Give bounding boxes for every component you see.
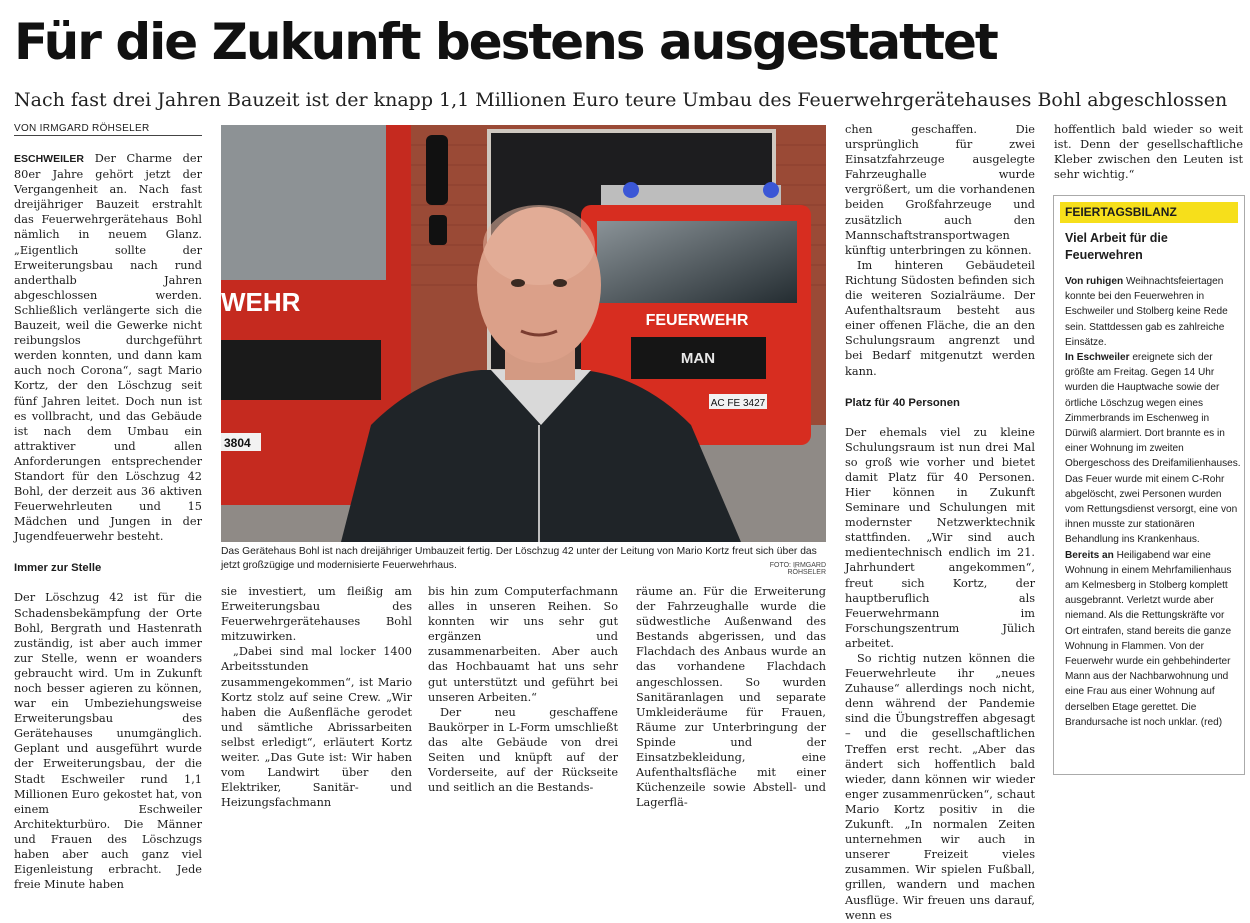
- lead-paragraph: [14, 151, 202, 544]
- paragraph: bis hin zum Computerfachmann alles in unseren Reihen. So konnten wir uns sehr gut ergänzen und zusammenarbeiten. Aber auch das Hochbauamt hat uns sehr gut unterstützt und geführt bei unseren Arbeiten.“: [428, 585, 618, 704]
- sidebar-lead: Bereits an: [1065, 549, 1114, 561]
- sidebar-paragraph: [1065, 350, 1241, 548]
- paragraph: hoffentlich bald wieder so weit ist. Denn der gesellschaftliche Kleber zwischen den Leuten ist sehr wichtig.“: [1054, 123, 1243, 182]
- sidebar-text: [1065, 274, 1241, 730]
- sidebar-title: Viel Arbeit für die Feuerwehren: [1065, 231, 1168, 262]
- subheading-immer-zur-stelle: Immer zur Stelle: [14, 562, 102, 575]
- photo-caption: Das Gerätehaus Bohl ist nach dreijähriger Umbauzeit fertig. Der Löschzug 42 unter der Leitung von Mario Kortz freut sich über das jetzt großzügige und modernisierte Feuerwehrhaus.: [221, 546, 817, 571]
- sidebar-paragraph-text: ereignete sich der größte am Freitag. Gegen 14 Uhr wurden die Hauptwache sowie der örtliche Löschzug wegen eines Zimmerbrands im Eschenweg in Dürwiß alarmiert. Dort brannte es in einer Wohnung im zweiten Obergeschoss des Dreifamilienhauses. Das Feuer wurde mit einem C-Rohr abgelöscht, zwei Personen wurden vom Rettungsdienst versorgt, eine von ihnen musste zur stationären Behandlung ins Krankenhaus.: [1065, 352, 1241, 546]
- paragraph: Der ehemals viel zu kleine Schulungsraum ist nun drei Mal so groß wie vorher und bietet damit Platz für 40 Personen. Hier können in Zukunft Seminare und Schulungen mit modernster Netzwerktechnik stattfinden. „Wir sind auch medientechnisch endlich im 21. Jahrhundert angekommen“, freut sich Kortz, der hauptberuflich als Feuerwehrmann im Forschungszentrum Jülich arbeitet.: [845, 425, 1035, 650]
- truck-left-label: WEHR: [221, 287, 301, 317]
- truck-brand: MAN: [680, 350, 716, 367]
- article-column-5: [845, 122, 1035, 922]
- photo-credit: FOTO: IRMGARD RÖHSELER: [769, 562, 826, 576]
- sidebar-paragraph: [1065, 548, 1241, 730]
- paragraph: Der neu geschaffene Baukörper in L-Form umschließt das alte Gebäude von drei Seiten und knüpft auf der Vorderseite, auf der Rückseite und seitlich an die Bestands-: [428, 705, 618, 795]
- paragraph: Der Löschzug 42 ist für die Schadensbekämpfung der Orte Bohl, Bergrath und Hastenrath zuständig, ist aber auch immer zur Stelle, wenn er woanders gebraucht wird. Um in Zukunft noch besser agieren zu können, war ein Umbeziehungsweise Erweiterungsbau des Gerätehauses unumgänglich. Geplant und ausgeführt wurde der Erweiterungsbau, der die Stadt Eschweiler rund 1,1 Millionen Euro gekostet hat, von einem Eschweiler Architekturbüro. Die Männer und Frauen des Löschzugs haben aber auch ganz viel Eigenleistung erbracht. Jede freie Minute haben: [14, 591, 202, 892]
- sidebar-paragraph-text: Weihnachtsfeiertagen konnte bei den Feuerwehren in Eschweiler und Stolberg keine Rede sein. Stattdessen gab es zahlreiche Einsätze.: [1065, 276, 1228, 348]
- paragraph: „Dabei sind mal locker 1400 Arbeitsstunden zusammengekommen“, ist Mario Kortz stolz auf seine Crew. „Wir haben die Außenfläche gerodet und sämtliche Abrissarbeiten selbst erledigt“, erläutert Kortz weiter. „Das Gute ist: Wir haben vom Landwirt über den Elektriker, Sanitär- und Heizungsfachmann: [221, 645, 412, 810]
- truck-plate: AC FE 3427: [710, 398, 766, 409]
- lead-text: Der Charme der 80er Jahre gehört jetzt der Vergangenheit an. Nach fast dreijähriger Bauzeit erstrahlt das Feuerwehrgerätehaus Bohl nämlich in neuem Glanz. „Eigentlich sollte der Erweiterungsbau nach rund anderthalb Jahren abgeschlossen werden. Schließlich verlängerte sich die Bauzeit, weil die Gewerke nicht reibungslos durchgeführt werden konnten, und dann kam auch noch Corona“, sagt Mario Kortz, der den Löschzug seit fünf Jahren leitet. Doch nun ist es vollbracht, und das Gebäude ist nach dem Umbau ein attraktiver und allen Anforderungen entsprechender Standort für den Löschzug 42 Bohl, der derzeit aus 36 aktiven Feuerwehrleuten und 15 Mädchen und Jungen in der Jugendfeuerwehr besteht.: [14, 152, 202, 544]
- paragraph: Im hinteren Gebäudeteil Richtung Südosten befinden sich die weiteren Sozialräume. Der Aufenthaltsraum besteht aus einer offenen Fläche, die an den Schulungsraum angrenzt und bei Bedarf mitgenutzt werden kann.: [845, 258, 1035, 378]
- sidebar-paragraph: [1065, 274, 1241, 350]
- paragraph: sie investiert, um fleißig am Erweiterungsbau des Feuerwehrgerätehauses Bohl mitzuwirken.: [221, 585, 412, 644]
- byline: VON IRMGARD RÖHSELER: [14, 123, 202, 136]
- article-column-3: [428, 584, 618, 795]
- article-column-4: [636, 584, 826, 810]
- subheadline: Nach fast drei Jahren Bauzeit ist der knapp 1,1 Millionen Euro teure Umbau des Feuerwehrgerätehauses Bohl abgeschlossen: [14, 89, 1228, 111]
- sidebar-paragraph-text: Heiligabend war eine Wohnung in einem Mehrfamilienhaus am Kelmesberg in Stolberg komplett ausgebrannt. Verletzt wurde aber niemand. Als die Rettungskräfte vor Ort eintrafen, stand bereits die ganze Wohnung in Flammen. Von der Feuerwehr wurde ein gehbehinderter Mann aus der Nachbarwohnung und eine Frau aus einer Wohnung auf derselben Etage gerettet. Die Brandursache ist noch unklar. (red): [1065, 549, 1232, 728]
- sidebar-lead: Von ruhigen: [1065, 276, 1124, 287]
- paragraph: chen geschaffen. Die ursprünglich für zwei Einsatzfahrzeuge ausgelegte Fahrzeughalle wurde vergrößert, um die vorhandenen beiden Großfahrzeuge und zusätzlich auch den Mannschaftstransportwagen künftig unterbringen zu können.: [845, 123, 1035, 257]
- article-column-2: [221, 584, 412, 810]
- photo-fire-station: [221, 125, 826, 542]
- article-column-6: [1054, 122, 1243, 188]
- sidebar-label: FEIERTAGSBILANZ: [1060, 202, 1238, 223]
- headline: Für die Zukunft bestens ausgestattet: [14, 13, 997, 71]
- sidebar-feiertagsbilanz: [1053, 195, 1245, 775]
- subheading-platz-fuer-40-personen: Platz für 40 Personen: [845, 396, 960, 409]
- truck-right-label: FEUERWEHR: [645, 312, 749, 329]
- sidebar-lead: In Eschweiler: [1065, 352, 1130, 364]
- photo-illustration: [221, 125, 826, 542]
- paragraph: So richtig nutzen können die Feuerwehrleute ihr „neues Zuhause“ allerdings noch nicht, denn während der Pandemie sind die Übungstreffen abgesagt – und die gesellschaftlichen Treffen erst recht. „Aber das ändert sich hoffentlich bald wieder, dann können wir wieder enger zusammenrücken“, schaut Mario Kortz positiv in die Zukunft. „In normalen Zeiten unternehmen wir auch in unserer Freizeit vieles zusammen. Wir spielen Fußball, grillen, wandern und machen Ausflüge. Wir freuen uns darauf, wenn es: [845, 652, 1035, 922]
- dateline: ESCHWEILER: [14, 153, 85, 165]
- truck-number: 3804: [224, 436, 251, 450]
- article-column-1: [14, 151, 202, 892]
- paragraph: räume an. Für die Erweiterung der Fahrzeughalle wurde die südwestliche Außenwand des Bestands abgerissen, und das Flachdach des Anbaus wurde an das vorhandene Flachdach angeschlossen. So wurden Sanitäranlagen und separate Umkleideräume für Frauen, Räume zur Unterbringung der Spinde und der Einsatzbekleidung, eine Aufenthaltsfläche mit einer Küchenzeile sowie Abstell- und Lagerflä-: [636, 585, 826, 810]
